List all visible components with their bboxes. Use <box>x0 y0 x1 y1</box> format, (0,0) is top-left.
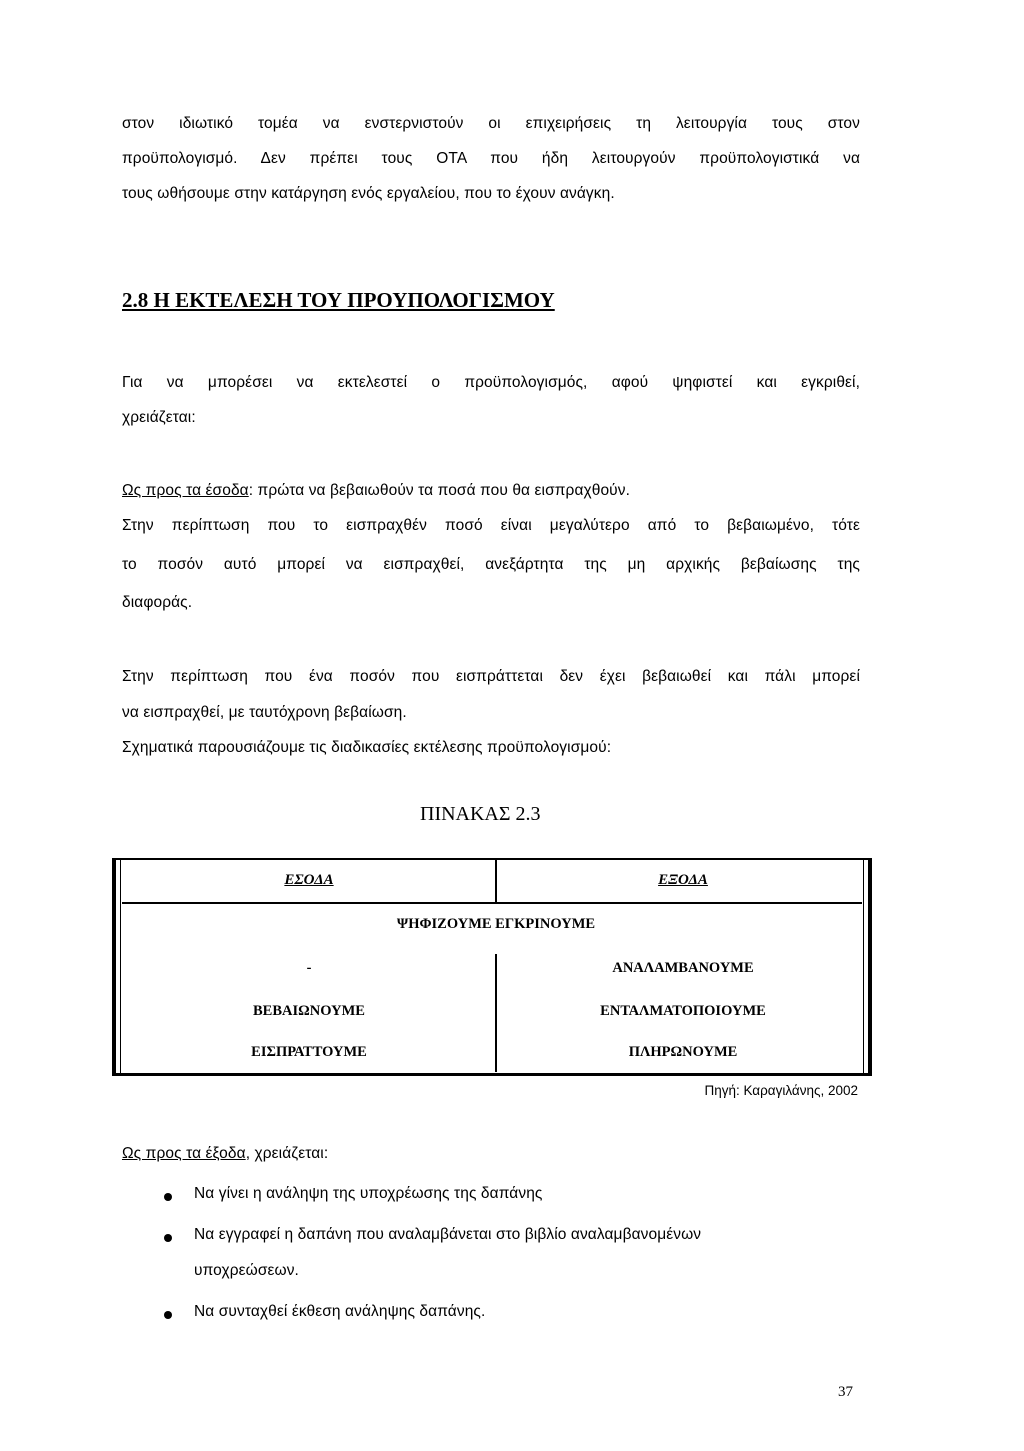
revenue-text: : πρώτα να βεβαιωθούν τα ποσά που θα εισπραχθούν. <box>248 482 631 499</box>
bullet-item-2: Να εγγραφεί η δαπάνη που αναλαμβάνεται στο βιβλίο αναλαμβανομένων <box>194 1226 702 1243</box>
table-divider-body <box>495 954 497 1072</box>
schematic-intro: Σχηματικά παρουσιάζουμε τις διαδικασίες εκτέλεσης προϋπολογισμού: <box>122 739 612 756</box>
table-header-divider <box>122 902 862 904</box>
header-expenses: ΕΞΟΔΑ <box>658 872 708 888</box>
bullet-item-3: Να συνταχθεί έκθεση ανάληψης δαπάνης. <box>194 1303 486 1320</box>
intro-line-2: προϋπολογισμό. Δεν πρέπει τους ΟΤΑ που ήδη λειτουργούν προϋπολογιστικά να <box>122 150 860 167</box>
table-source: Πηγή: Καραγιλάνης, 2002 <box>704 1083 858 1098</box>
revenue-case-line-1: Στην περίπτωση που το εισπραχθέν ποσό είναι μεγαλύτερο από το βεβαιωμένο, τότε <box>122 517 860 534</box>
page-number: 37 <box>838 1384 853 1400</box>
procedures-table <box>112 858 872 1076</box>
revenue-case-line-2: το ποσόν αυτό μπορεί να εισπραχθεί, ανεξάρτητα της μη αρχικής βεβαίωσης της <box>122 556 860 573</box>
expenses-line <box>122 1145 328 1163</box>
row-2-right: ΕΝΤΑΛΜΑΤΟΠΟΙΟΥΜΕ <box>600 1003 766 1019</box>
execution-intro-line-1: Για να μπορέσει να εκτελεστεί ο προϋπολογισμός, αφού ψηφιστεί και εγκριθεί, <box>122 374 860 391</box>
expenses-text: , χρειάζεται: <box>245 1145 329 1162</box>
table-inner-border-left <box>120 860 121 1073</box>
bullet-icon <box>164 1193 172 1201</box>
expenses-label: Ως προς τα έξοδα <box>122 1145 246 1162</box>
revenue-line <box>122 482 630 500</box>
uncertified-line-1: Στην περίπτωση που ένα ποσόν που εισπράττεται δεν έχει βεβαιωθεί και πάλι μπορεί <box>122 668 860 685</box>
row-1-right: ΑΝΑΛΑΜΒΑΝΟΥΜΕ <box>612 960 754 976</box>
bullet-item-2-continuation: υποχρεώσεων. <box>194 1262 299 1279</box>
span-row-approve: ΨΗΦΙΖΟΥΜΕ ΕΓΚΡΙΝΟΥΜΕ <box>396 916 596 932</box>
execution-intro-line-2: χρειάζεται: <box>122 409 196 426</box>
row-2-left: ΒΕΒΑΙΩΝΟΥΜΕ <box>253 1003 365 1019</box>
intro-line-3: τους ωθήσουμε στην κατάργηση ενός εργαλείου, που το έχουν ανάγκη. <box>122 185 615 202</box>
header-revenue: ΕΣΟΔΑ <box>284 872 334 888</box>
bullet-icon <box>164 1234 172 1242</box>
row-3-right: ΠΛΗΡΩΝΟΥΜΕ <box>628 1044 738 1060</box>
row-3-left: ΕΙΣΠΡΑΤΤΟΥΜΕ <box>251 1044 367 1060</box>
uncertified-line-2: να εισπραχθεί, με ταυτόχρονη βεβαίωση. <box>122 704 407 721</box>
revenue-label: Ως προς τα έσοδα <box>122 482 249 499</box>
intro-line-1: στον ιδιωτικό τομέα να ενστερνιστούν οι επιχειρήσεις τη λειτουργία τους στον <box>122 115 860 132</box>
row-1-left: - <box>306 960 312 976</box>
bullet-item-1: Να γίνει η ανάληψη της υποχρέωσης της δαπάνης <box>194 1185 543 1202</box>
revenue-case-line-3: διαφοράς. <box>122 594 193 611</box>
bullet-icon <box>164 1311 172 1319</box>
table-divider-top <box>495 860 497 902</box>
section-heading: 2.8 Η ΕΚΤΕΛΕΣΗ ΤΟΥ ΠΡΟΥΠΟΛΟΓΙΣΜΟΥ <box>122 288 555 312</box>
table-title: ΠΙΝΑΚΑΣ 2.3 <box>420 803 541 825</box>
